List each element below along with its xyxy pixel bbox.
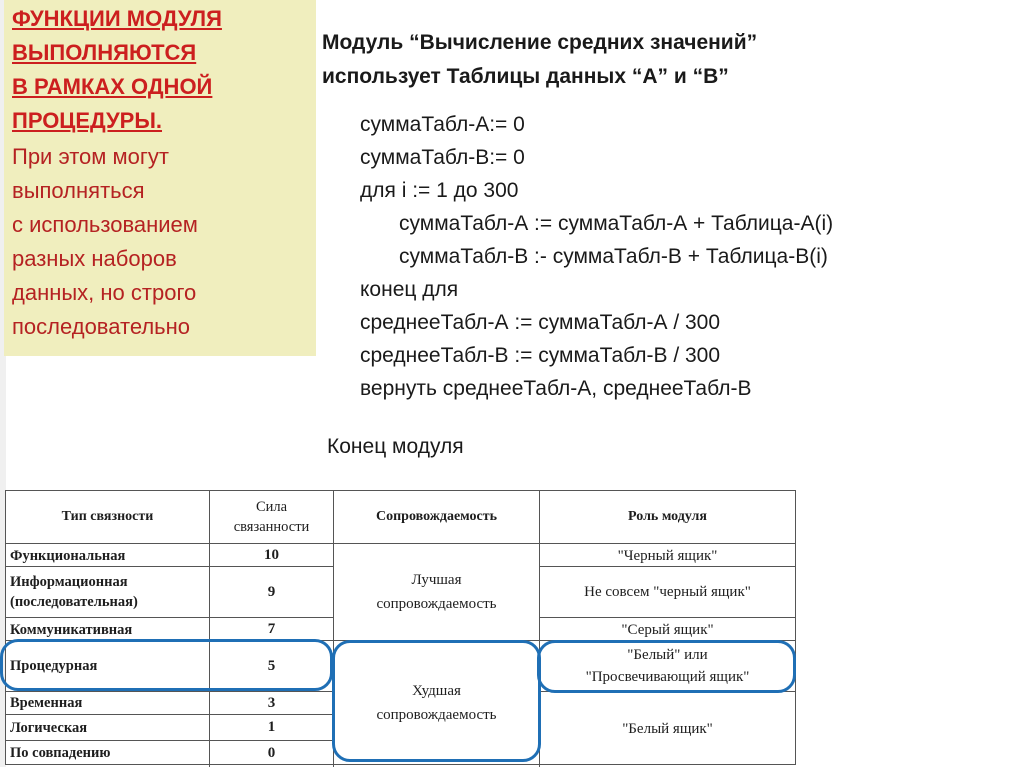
code-line: для i := 1 до 300 <box>360 179 519 202</box>
table-header-strength-line: Сила <box>255 499 288 515</box>
table-cell-strength: 3 <box>267 694 276 711</box>
table-cell-role: "Черный ящик" <box>617 547 718 564</box>
slide-title-line: использует Таблицы данных “А” и “В” <box>322 65 729 88</box>
table-cell-maintainability-line: Худшая <box>412 683 461 699</box>
module-end-label: Конец модуля <box>327 435 464 458</box>
table-cell-strength: 1 <box>267 719 276 735</box>
table-header-strength-line: связанности <box>233 519 310 535</box>
code-line: среднееТабл-В := суммаТабл-В / 300 <box>360 344 721 367</box>
slide-title-line: Модуль “Вычисление средних значений” <box>322 31 758 54</box>
table-cell-type <box>10 567 208 617</box>
table-cell-strength: 7 <box>267 621 276 637</box>
table-cell-type-line: (последовательная) <box>10 594 138 610</box>
table-header-strength <box>210 491 333 543</box>
table-cell-type: Процедурная <box>10 658 98 674</box>
table-header-type: Тип связности <box>61 509 154 524</box>
table-cell-type: Коммуникативная <box>10 621 133 638</box>
table-cell-type: Логическая <box>10 719 88 736</box>
note-heading-line: В РАМКАХ ОДНОЙ <box>12 74 213 99</box>
table-cell-type-line: Информационная <box>10 574 128 590</box>
table-header-role: Роль модуля <box>628 509 707 524</box>
code-line: суммаТабл-В:= 0 <box>360 146 525 169</box>
note-heading-line: ВЫПОЛНЯЮТСЯ <box>12 40 197 65</box>
note-body-line: При этом могут <box>12 144 169 169</box>
table-cell-strength: 9 <box>267 583 276 600</box>
code-line: вернуть среднееТабл-А, среднееТабл-В <box>360 377 752 400</box>
table-cell-type: Временная <box>10 695 83 711</box>
code-line: конец для <box>360 278 459 301</box>
table-cell-maintainability <box>334 544 539 640</box>
table-cell-type: По совпадению <box>10 745 111 761</box>
table-cell-role-line: "Белый" или <box>627 647 708 663</box>
note-body-line: разных наборов <box>12 246 177 271</box>
table-cell-role: "Серый ящик" <box>621 621 714 638</box>
table-header-maintainability: Сопровождаемость <box>375 509 498 524</box>
table-cell-strength: 10 <box>264 547 279 563</box>
table-cell-maintainability-line: Лучшая <box>411 572 462 588</box>
note-body-line: с использованием <box>12 212 198 237</box>
table-cell-strength: 0 <box>267 744 276 761</box>
code-line: среднееТабл-А := суммаТабл-А / 300 <box>360 311 721 334</box>
highlight-procedural-row <box>0 639 333 691</box>
table-cell-type: Функциональная <box>10 547 126 564</box>
code-line: суммаТабл-А := суммаТабл-А + Таблица-А(i) <box>399 212 834 235</box>
note-body-line: последовательно <box>12 314 191 339</box>
table-cell-maintainability-line: сопровождаемость <box>376 596 497 612</box>
note-body-line: данных, но строго <box>12 280 197 305</box>
note-heading-line: ПРОЦЕДУРЫ. <box>12 108 163 133</box>
note-heading-line: ФУНКЦИИ МОДУЛЯ <box>12 6 222 31</box>
table-cell-strength: 5 <box>267 657 276 674</box>
table-cell-role: Не совсем "черный ящик" <box>584 584 751 600</box>
highlight-worse-maintainability <box>332 640 541 762</box>
highlight-white-box-role <box>537 640 796 693</box>
table-cell-role: "Белый ящик" <box>622 720 713 737</box>
table-cell-maintainability-line: сопровождаемость <box>376 707 497 723</box>
code-line: суммаТабл-В :- суммаТабл-В + Таблица-В(i) <box>399 245 828 268</box>
code-line: суммаТабл-А:= 0 <box>360 113 525 136</box>
note-body-line: выполняться <box>12 178 145 203</box>
table-cell-role-line: "Просвечивающий ящик" <box>585 669 750 685</box>
